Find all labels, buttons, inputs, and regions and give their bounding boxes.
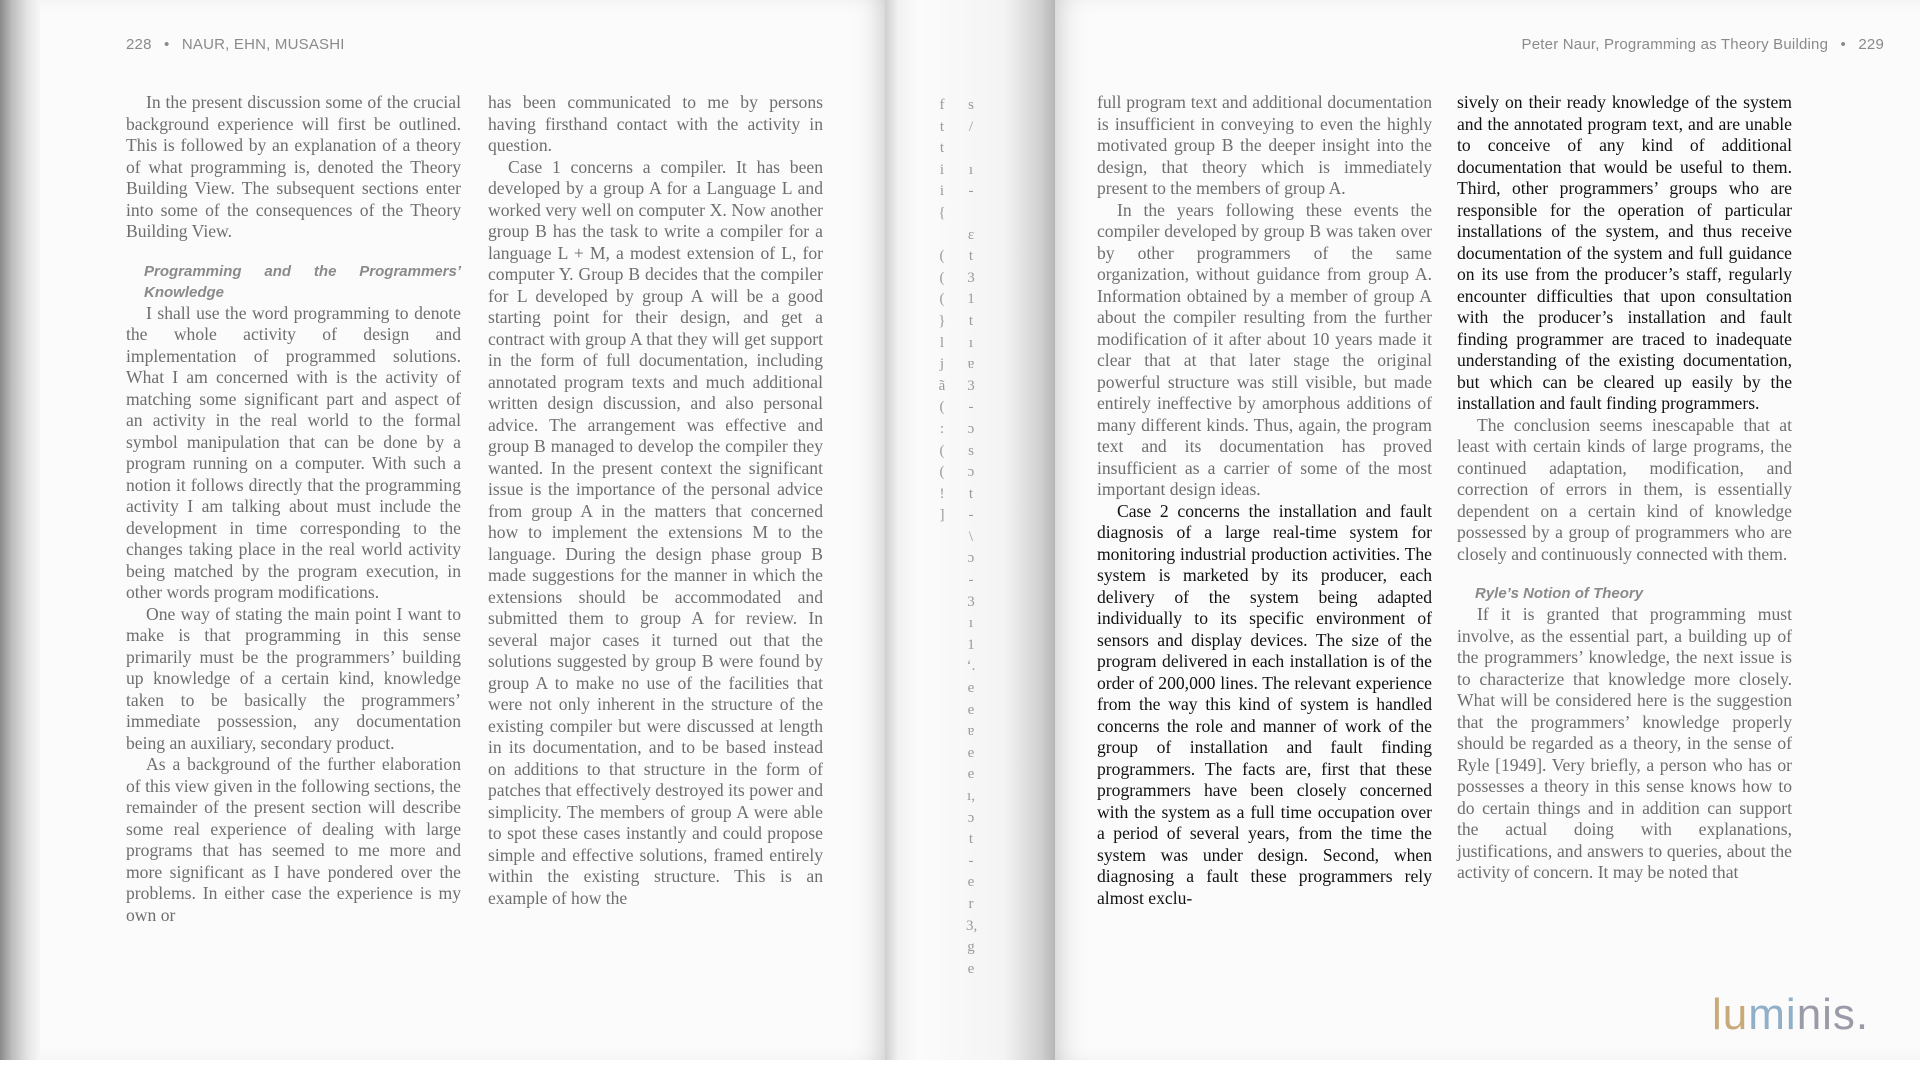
gutter-glyph: - bbox=[968, 183, 974, 200]
logo-part: mi bbox=[1748, 990, 1797, 1039]
gutter-glyph bbox=[937, 656, 947, 678]
paragraph: I shall use the word programming to denote the whole activity of design and implementation of programmed solutions. What I am concerned with is the activity of matching some significant part and aspect of an activity in the real world to the formal symbol manipulation that can be done by a program running on a computer. With such a notion it follows directly that the programming activity I am talking about must include the development in time corresponding to the changes taking place in the real world activity being matched by the program execution, in other words program modifications. bbox=[126, 302, 461, 602]
gutter-glyph: 3 bbox=[967, 593, 975, 610]
gutter-glyph: e bbox=[967, 960, 975, 977]
right-column-2 bbox=[1457, 92, 1792, 884]
header-bullet: • bbox=[164, 36, 170, 53]
gutter-glyph: t bbox=[939, 118, 945, 135]
gutter-glyph bbox=[937, 570, 947, 592]
gutter-glyph bbox=[937, 635, 947, 657]
paragraph-dark: Case 2 concerns the installation and fault diagnosis of a large real-time system for monitoring industrial production activities. The system is marketed by its producer, each delivery of the system being adapted individually to its specific environment of sensors and display devices. The size of the program delivered in each installation is of the order of 200,000 lines. The relevant experience from the way this kind of system is handled concerns the role and manner of work of the group of installation and fault finding programmers. The facts are, first that these programmers have been closely concerned with the system as a full time occupation over a period of several years, from the time the system was under design. Second, when diagnosing a fault these programmers rely almost exclu- bbox=[1097, 500, 1432, 908]
section-heading: Ryle’s Notion of Theory bbox=[1475, 585, 1644, 602]
paragraph: Case 1 concerns a compiler. It has been developed by a group A for a Language L and worked very well on computer X. Now another group B has the task to write a compiler for a language L + M, a modest extension of L, for computer Y. Group B decides that the compiler for L developed by group A will be a good starting point for their design, and get a contract with group A that they will get support in the form of full documentation, including annotated program texts and much additional written design discussion, and also personal advice. The arrangement was effective and group B managed to develop the compiler they wanted. In the present context the significant issue is the importance of the personal advice from group A in the matters that concerned how to implement the extensions M to the language. During the design phase group B made suggestions for the manner in which the extensions should be accommodated and submitted them to group A for review. In several major cases it turned out that the solutions suggested by group B were found by group A to make no use of the facilities that were not only inherent in the structure of the existing compiler but were discussed at length in its documentation, and to be based instead on additions to that structure in the form of patches that effectively destroyed its power and simplicity. The members of group A were able to spot these cases instantly and could propose simple and effective solutions, framed entirely within the existing structure. This is an example of how the bbox=[488, 156, 823, 908]
gutter-glyph: ! bbox=[939, 485, 945, 502]
gutter-glyph: ( bbox=[939, 442, 945, 459]
paragraph: One way of stating the main point I want to make is that programming in this sense primarily must be the programmers’ building up knowledge of a certain kind, knowledge taken to be basically the programmers’ immediate possession, any documentation being an auxiliary, secondary product. bbox=[126, 603, 461, 753]
gutter-glyph: ã bbox=[938, 377, 946, 394]
gutter-glyph: 1 bbox=[967, 636, 975, 653]
paragraph-dark: sively on their ready knowledge of the system and the annotated program text, and are unable to conceive of any kind of additional documentation that would be useful to them. Third, other programmers’ groups who are responsible for the operation of particular installations of the system, and thus receive documentation of the system and full guidance on its use from the producer’s staff, regularly encounter difficulties that upon consultation with the producer’s installation and fault finding programmer are traced to inadequate understanding of the existing documentation, but which can be cleared up easily by the installation and fault finding programmers. bbox=[1457, 92, 1792, 413]
gutter-glyph bbox=[966, 203, 976, 225]
right-page-number: 229 bbox=[1858, 36, 1884, 53]
gutter-glyph: ɔ bbox=[967, 420, 975, 437]
gutter-glyph: t bbox=[968, 248, 974, 265]
paragraph: has been communicated to me by persons having firsthand contact with the activity in question. bbox=[488, 92, 823, 155]
gutter-glyph: ( bbox=[939, 269, 945, 286]
book-gutter bbox=[885, 0, 1055, 1080]
left-header-authors: NAUR, EHN, MUSASHI bbox=[181, 36, 345, 53]
scan-bottom-margin bbox=[0, 1060, 1920, 1080]
gutter-glyph: e bbox=[967, 874, 975, 891]
paragraph: In the years following these events the compiler developed by group B was taken over by other programmers of the same organization, without guidance from group A. Information obtained by a member of group A about the compiler resulting from the further modification of it after about 10 years made it clear that at that later stage the original powerful structure was still visible, but made entirely ineffective by amorphous additions of many different kinds. Thus, again, the program text and its documentation has proved insufficient as a carrier of some of the most important design ideas. bbox=[1097, 199, 1432, 499]
gutter-glyph: i bbox=[939, 161, 945, 178]
paragraph: full program text and additional documentation is insufficient in conveying to even the highly motivated group B the deeper insight into the design, that theory which is immediately present to the members of group A. bbox=[1097, 92, 1432, 198]
left-column-1 bbox=[126, 92, 461, 926]
left-page-number: 228 bbox=[126, 36, 152, 53]
gutter-bleed-column-b bbox=[966, 95, 976, 980]
paragraph: In the present discussion some of the crucial background experience will first be outlined. This is followed by an explanation of a theory of what programming is, denoted the Theory Building View. The subsequent sections enter into some of the consequences of the Theory Building View. bbox=[126, 92, 461, 241]
gutter-glyph: e bbox=[967, 680, 975, 697]
paragraph: The conclusion seems inescapable that at least with certain kinds of large programs, the continued adaptation, modification, and correction of errors in them, is essentially dependent on a certain kind of knowledge possessed by a group of programmers who are closely and continuously connected with them. bbox=[1457, 414, 1792, 564]
gutter-glyph: t bbox=[968, 312, 974, 329]
gutter-glyph: e bbox=[967, 766, 975, 783]
gutter-glyph: ɐ bbox=[967, 356, 975, 373]
gutter-glyph: ɛ bbox=[967, 226, 975, 243]
left-running-head bbox=[126, 36, 345, 53]
gutter-glyph: ɐ bbox=[967, 723, 975, 740]
gutter-glyph: } bbox=[938, 312, 946, 329]
gutter-glyph: { bbox=[938, 204, 946, 221]
gutter-glyph bbox=[937, 678, 947, 700]
gutter-glyph: i bbox=[939, 183, 945, 200]
book-binding-edge bbox=[0, 0, 40, 1080]
right-header-title: Peter Naur, Programming as Theory Building bbox=[1521, 36, 1829, 53]
paragraph: As a background of the further elaboration of this view given in the following sections, the remainder of the present section will describe some real experience of dealing with large programs that has seemed to me more and more significant as I have pondered over the problems. In either case the experience is my own or bbox=[126, 754, 461, 925]
gutter-glyph: - bbox=[968, 399, 974, 416]
gutter-glyph: e bbox=[967, 701, 975, 718]
gutter-glyph: r bbox=[968, 895, 974, 912]
gutter-glyph: t bbox=[939, 140, 945, 157]
gutter-glyph bbox=[937, 225, 947, 247]
left-page bbox=[40, 0, 886, 1060]
gutter-glyph: s bbox=[968, 442, 974, 459]
gutter-glyph: ı, bbox=[967, 788, 975, 804]
gutter-glyph: l bbox=[939, 334, 945, 351]
gutter-glyph bbox=[937, 527, 947, 549]
paragraph: If it is granted that programming must involve, as the essential part, a building up of the programmers’ knowledge, the next issue is to characterize that knowledge more closely. What will be considered here is the suggestion that the programmers’ knowledge properly should be regarded as a theory, in the sense of Ryle [1949]. Very briefly, a person who has or possesses a theory in this sense knows how to do certain things and in addition can support the actual doing with explanations, justifications, and answers to queries, about the activity of concern. It may be noted that bbox=[1457, 604, 1792, 882]
gutter-glyph: : bbox=[939, 420, 945, 437]
gutter-glyph: / bbox=[968, 118, 974, 135]
left-column-2 bbox=[488, 92, 823, 909]
gutter-glyph bbox=[937, 613, 947, 635]
logo-part: nis. bbox=[1796, 990, 1870, 1039]
gutter-glyph: - bbox=[968, 572, 974, 589]
gutter-glyph: 1 bbox=[967, 291, 975, 308]
gutter-glyph: - bbox=[968, 852, 974, 869]
right-running-head bbox=[1522, 36, 1884, 53]
gutter-glyph: ʻ. bbox=[966, 658, 976, 675]
gutter-glyph: t bbox=[968, 831, 974, 848]
luminis-logo bbox=[1712, 990, 1869, 1040]
gutter-glyph: t bbox=[968, 485, 974, 502]
right-page bbox=[1055, 0, 1920, 1060]
gutter-glyph: ɔ bbox=[967, 464, 975, 481]
header-bullet: • bbox=[1840, 36, 1846, 53]
gutter-glyph: ( bbox=[939, 248, 945, 265]
gutter-glyph: g bbox=[967, 939, 975, 956]
gutter-bleed-column-a bbox=[937, 95, 947, 700]
gutter-glyph bbox=[937, 592, 947, 614]
gutter-glyph bbox=[966, 138, 976, 160]
gutter-glyph: ı bbox=[968, 161, 974, 178]
gutter-glyph: e bbox=[967, 744, 975, 761]
right-column-1 bbox=[1097, 92, 1432, 909]
gutter-glyph: ɔ bbox=[967, 809, 975, 826]
gutter-glyph: ( bbox=[939, 291, 945, 308]
gutter-glyph: - bbox=[968, 507, 974, 524]
gutter-glyph: 3 bbox=[967, 377, 975, 394]
gutter-glyph: ( bbox=[939, 399, 945, 416]
gutter-glyph: ı bbox=[968, 615, 974, 632]
gutter-glyph: ] bbox=[939, 507, 945, 524]
section-heading: Programming and the Programmers’ Knowledge bbox=[144, 262, 461, 301]
logo-part: lu bbox=[1712, 990, 1749, 1039]
gutter-glyph: ( bbox=[939, 464, 945, 481]
gutter-glyph: f bbox=[939, 97, 945, 113]
gutter-glyph: \ bbox=[968, 528, 974, 545]
gutter-glyph: ɔ bbox=[967, 550, 975, 567]
gutter-glyph: ı bbox=[968, 334, 974, 351]
gutter-glyph: 3 bbox=[967, 269, 975, 286]
gutter-glyph: j bbox=[939, 356, 945, 373]
gutter-glyph: 3, bbox=[966, 917, 978, 934]
gutter-glyph bbox=[937, 548, 947, 570]
gutter-glyph: s bbox=[968, 97, 974, 113]
